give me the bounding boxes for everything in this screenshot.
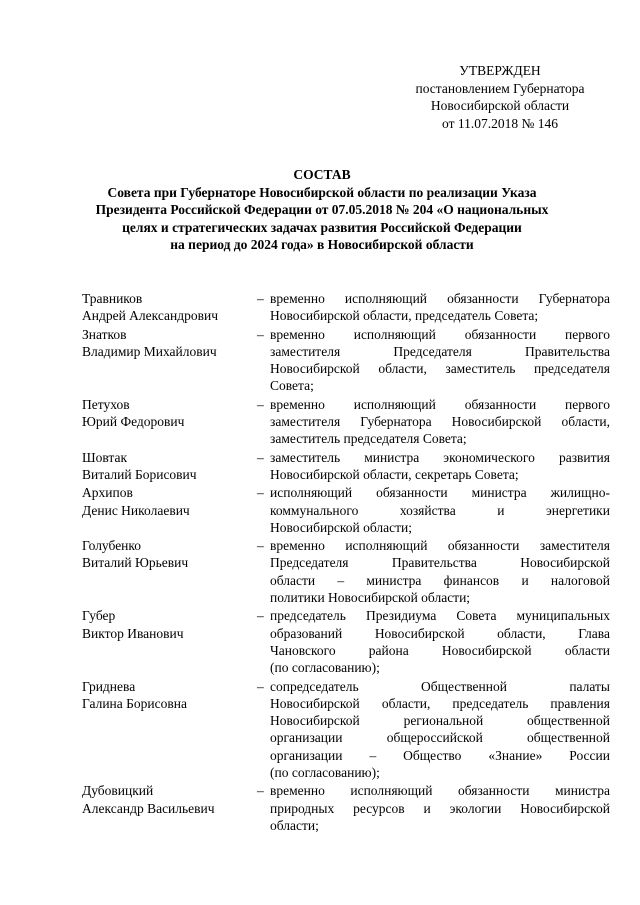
member-given-names: Денис Николаевич <box>82 502 190 518</box>
member-role-line: политики Новосибирской области; <box>270 590 471 606</box>
word: экономического <box>443 449 535 465</box>
member-surname: Гриднева <box>82 678 136 694</box>
word: и <box>521 572 529 588</box>
word: Губернатора <box>538 291 610 306</box>
word: заместителя <box>270 343 341 359</box>
member-role <box>270 396 610 448</box>
member-role-line <box>270 695 610 712</box>
member-row <box>82 537 612 606</box>
member-given-names: Галина Борисовна <box>82 695 187 711</box>
member-row <box>82 290 612 325</box>
member-role <box>270 782 610 834</box>
member-role-line <box>270 572 610 589</box>
member-role-line <box>270 800 610 817</box>
member-name <box>82 484 257 536</box>
member-name <box>82 782 257 834</box>
word: обязанности <box>457 783 530 799</box>
word: области <box>564 642 610 658</box>
word: организации <box>270 747 343 763</box>
word: ресурсов <box>353 800 405 816</box>
word: Новосибирской <box>520 800 610 816</box>
member-role-line <box>270 502 610 519</box>
member-surname: Травников <box>82 291 143 306</box>
word: Президиума <box>365 608 437 624</box>
word: финансов <box>443 572 500 588</box>
member-name <box>82 326 257 395</box>
member-role-line <box>270 607 610 624</box>
word: обязанности <box>447 291 519 306</box>
member-name <box>82 678 257 782</box>
member-dash: – <box>257 783 264 799</box>
member-role-line: Новосибирской области, секретарь Совета; <box>270 466 519 482</box>
word: Общество <box>403 747 462 763</box>
word: области, <box>497 625 546 641</box>
word: исполняющий <box>350 783 433 799</box>
word: министра <box>364 449 420 465</box>
word: исполняющий <box>345 538 428 554</box>
word: обязанности <box>376 485 448 501</box>
word: исполняющий <box>353 326 436 342</box>
word: Председателя <box>393 343 472 359</box>
word: региональной <box>403 713 484 729</box>
word: Председателя <box>270 555 349 571</box>
word: образований <box>270 625 343 641</box>
word: «Знание» <box>488 747 543 763</box>
member-surname: Архипов <box>82 485 133 501</box>
member-row <box>82 484 612 536</box>
word: – <box>337 572 345 588</box>
member-dash: – <box>257 538 264 554</box>
word: палаты <box>569 678 610 694</box>
word: исполняющий <box>270 485 353 501</box>
member-role-line: Новосибирской области, председатель Совета; <box>270 308 539 324</box>
word: Новосибирской <box>270 361 360 377</box>
member-given-names: Виктор Иванович <box>82 625 184 641</box>
member-given-names: Виталий Борисович <box>82 466 197 482</box>
member-role <box>270 537 610 606</box>
word: министра <box>366 572 422 588</box>
member-role-line <box>270 343 610 360</box>
title-line: целях и стратегических задачах развития Российской Федерации <box>122 219 522 235</box>
word: Глава <box>578 625 610 641</box>
member-role-line <box>270 712 610 729</box>
word: Правительства <box>391 555 477 571</box>
member-role-line <box>270 554 610 571</box>
member-given-names: Виталий Юрьевич <box>82 555 189 571</box>
member-given-names: Юрий Федорович <box>82 414 185 430</box>
document-title <box>72 166 572 254</box>
member-role-line <box>270 449 610 466</box>
word: и <box>423 800 431 816</box>
word: временно <box>270 291 325 306</box>
approved-decree: постановлением Губернатора <box>415 80 585 96</box>
member-row <box>82 678 612 782</box>
member-role <box>270 607 610 676</box>
word: области, <box>378 361 427 377</box>
word: правления <box>550 695 610 711</box>
member-name <box>82 537 257 606</box>
word: области, <box>561 414 610 430</box>
word: муниципальных <box>516 608 610 624</box>
member-role <box>270 290 610 325</box>
member-name <box>82 396 257 448</box>
word: заместитель <box>270 449 341 465</box>
word: развития <box>558 449 610 465</box>
member-dash: – <box>257 396 264 412</box>
word: министра <box>471 485 527 501</box>
member-name <box>82 290 257 325</box>
member-dash: – <box>257 678 264 694</box>
member-role-line <box>270 782 610 799</box>
member-name <box>82 449 257 484</box>
member-dash: – <box>257 608 264 624</box>
word: заместитель <box>445 361 516 377</box>
member-dash: – <box>257 485 264 501</box>
member-surname: Знатков <box>82 326 127 342</box>
member-role-line <box>270 625 610 642</box>
member-role-line <box>270 484 610 501</box>
word: экологии <box>449 800 502 816</box>
member-role-line <box>270 413 610 430</box>
title-line: на период до 2024 года» в Новосибирской области <box>170 237 474 252</box>
word: налоговой <box>550 572 610 588</box>
title-line: Совета при Губернаторе Новосибирской области по реализации Указа <box>107 184 537 200</box>
member-role-line <box>270 290 610 307</box>
approval-stamp <box>395 62 605 132</box>
word: обязанности <box>447 538 520 554</box>
member-dash: – <box>257 326 264 342</box>
member-role-line <box>270 396 610 413</box>
word: Новосибирской <box>374 625 465 641</box>
member-role-line <box>270 326 610 343</box>
word: Совета <box>456 608 497 624</box>
word: Новосибирской <box>270 713 360 729</box>
member-role-line <box>270 729 610 746</box>
member-role-line <box>270 642 610 659</box>
word: энергетики <box>545 502 610 518</box>
member-role <box>270 449 610 484</box>
word: первого <box>565 396 610 412</box>
word: временно <box>270 538 325 554</box>
word: общественной <box>527 713 610 729</box>
member-given-names: Александр Васильевич <box>82 800 215 816</box>
word: хозяйства <box>399 502 456 518</box>
member-surname: Дубовицкий <box>82 783 154 799</box>
word: Новосибирской <box>441 642 532 658</box>
word: организации <box>270 730 343 746</box>
title-heading: СОСТАВ <box>293 167 351 182</box>
word: председатель <box>452 695 529 711</box>
word: природных <box>270 800 335 816</box>
member-row <box>82 396 612 448</box>
word: России <box>569 747 610 763</box>
member-surname: Петухов <box>82 396 130 412</box>
word: района <box>368 642 409 658</box>
member-role-line: области; <box>270 817 319 833</box>
word: Губернатора <box>360 414 432 430</box>
word: сопредседатель <box>270 678 359 694</box>
member-row <box>82 326 612 395</box>
member-row <box>82 607 612 676</box>
word: председателя <box>534 361 610 377</box>
word: заместителя <box>270 414 341 430</box>
member-surname: Голубенко <box>82 538 142 554</box>
member-row <box>82 782 612 834</box>
word: общественной <box>527 730 610 746</box>
title-line: Президента Российской Федерации от 07.05.2018 № 204 «О национальных <box>95 202 549 217</box>
word: временно <box>270 396 325 412</box>
member-role-line: Совета; <box>270 378 314 394</box>
member-role-line <box>270 747 610 764</box>
word: области <box>270 572 316 588</box>
word: исполняющий <box>353 396 436 412</box>
approved-heading: УТВЕРЖДЕН <box>459 63 541 78</box>
word: Новосибирской <box>270 695 360 711</box>
member-role-line <box>270 678 610 695</box>
approved-region: Новосибирской области <box>430 98 570 113</box>
word: Чановского <box>270 642 336 658</box>
member-role-line <box>270 537 610 554</box>
member-role-line <box>270 360 610 377</box>
word: и <box>497 502 505 518</box>
member-given-names: Владимир Михайлович <box>82 343 217 359</box>
member-surname: Губер <box>82 608 116 624</box>
word: временно <box>270 326 325 342</box>
approved-date-number: от 11.07.2018 № 146 <box>442 115 558 131</box>
word: Общественной <box>421 678 507 694</box>
word: исполняющий <box>344 291 428 306</box>
member-row <box>82 449 612 484</box>
member-name <box>82 607 257 676</box>
word: обязанности <box>464 396 537 412</box>
member-surname: Шовтак <box>82 449 128 465</box>
word: временно <box>270 783 325 799</box>
word: министра <box>554 783 610 799</box>
member-role <box>270 678 610 782</box>
member-dash: – <box>257 449 264 465</box>
member-role-line: (по согласованию); <box>270 765 380 781</box>
member-role-line: (по согласованию); <box>270 660 380 676</box>
word: Новосибирской <box>520 555 610 571</box>
word: обязанности <box>464 326 537 342</box>
word: Правительства <box>525 343 610 359</box>
word: – <box>369 747 377 763</box>
member-given-names: Андрей Александрович <box>82 308 219 324</box>
member-role-line: заместитель председателя Совета; <box>270 431 467 447</box>
member-dash: – <box>257 291 264 306</box>
word: коммунального <box>270 502 359 518</box>
word: заместителя <box>539 538 610 554</box>
word: Новосибирской <box>451 414 542 430</box>
member-role <box>270 484 610 536</box>
word: общероссийской <box>386 730 483 746</box>
member-role-line: Новосибирской области; <box>270 519 413 535</box>
word: области, <box>381 695 431 711</box>
members-list <box>82 290 612 835</box>
member-role <box>270 326 610 395</box>
word: жилищно- <box>550 485 610 501</box>
word: первого <box>565 326 610 342</box>
word: председатель <box>270 608 346 624</box>
